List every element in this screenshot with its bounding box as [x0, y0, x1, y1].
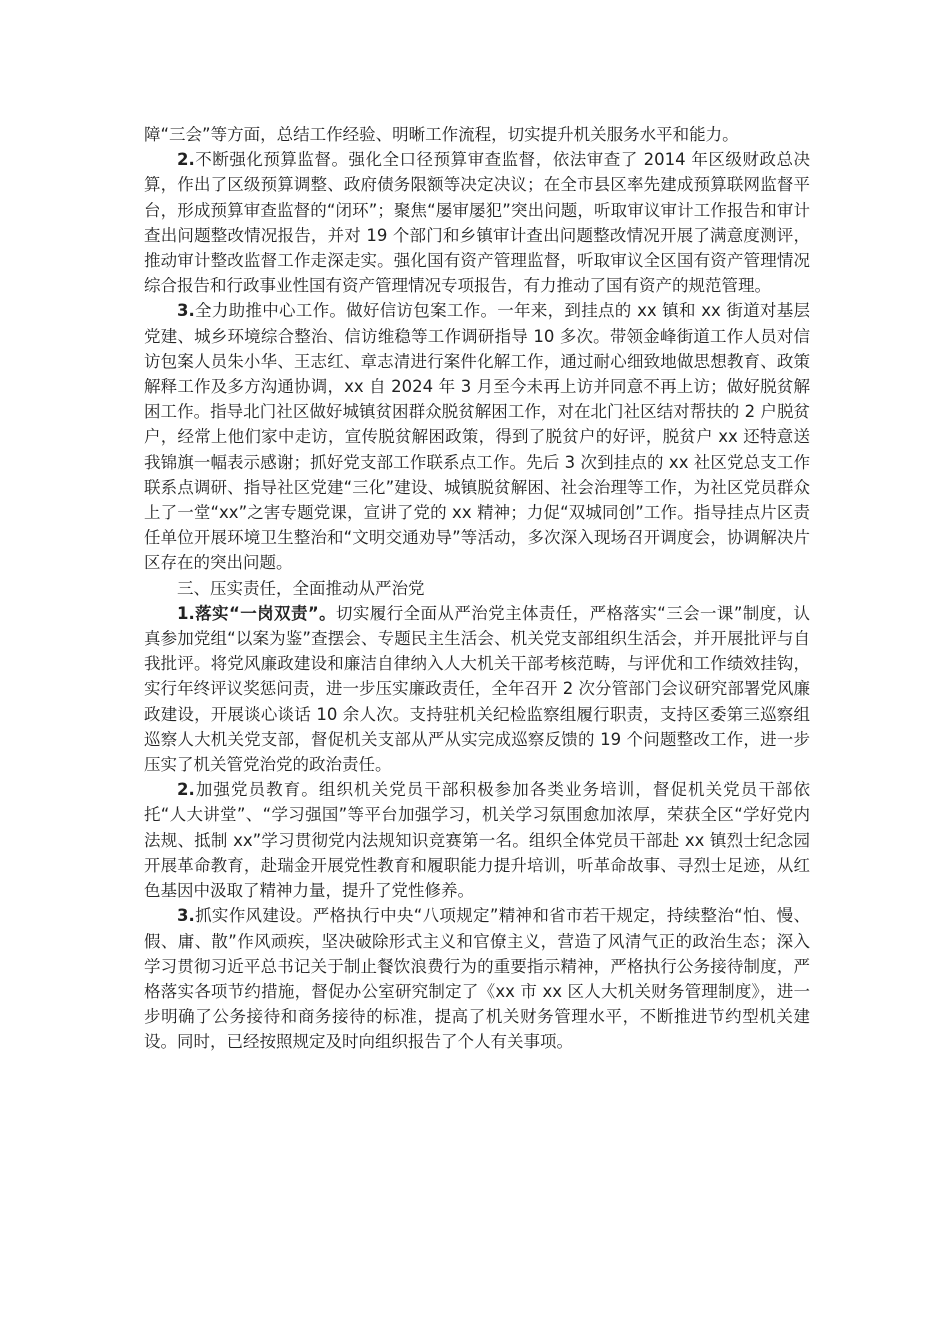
paragraph-party-education [144, 777, 810, 903]
paragraph-text: 全力助推中心工作。做好信访包案工作。一年来，到挂点的 xx 镇和 xx 街道对基层党建、城乡环境综合整治、信访维稳等工作调研指导 10 多次。带领金峰街道工作人员对信访包案人员朱小华、王志红、章志清进行案件化解工作，通过耐心细致地做思想教育、政策解释工作及多方沟通协调，xx 自 2024 年 3 月至今未再上访并同意不再上访；做好脱贫解困工作。指导北门社区做好城镇贫困群众脱贫解困工作，对在北门社区结对帮扶的 2 户脱贫户，经常上他们家中走访，宣传脱贫解困政策，得到了脱贫户的好评，脱贫户 xx 还特意送我锦旗一幅表示感谢；抓好党支部工作联系点工作。先后 3 次到挂点的 xx 社区党总支工作联系点调研、指导社区党建“三化”建设、城镇脱贫解困、社会治理等工作，为社区党员群众上了一堂“xx”之害专题党课，宣讲了党的 xx 精神；力促“双城同创”工作。指导挂点片区责任单位开展环境卫生整治和“文明交通劝导”等活动，多次深入现场召开调度会，协调解决片区存在的突出问题。 [144, 301, 810, 573]
paragraph-text: 障“三会”等方面，总结工作经验、明晰工作流程，切实提升机关服务水平和能力。 [144, 125, 739, 144]
paragraph-text: 抓实作风建设。严格执行中央“八项规定”精神和省市若干规定，持续整治“怕、慢、假、庸、散”作风顽疾，坚决破除形式主义和官僚主义，营造了风清气正的政治生态；深入学习贯彻习近平总书记关于制止餐饮浪费行为的重要指示精神，严格执行公务接待制度，严格落实各项节约措施，督促办公室研究制定了《xx 市 xx 区人大机关财务管理制度》，进一步明确了公务接待和商务接待的标准，提高了机关财务管理水平，不断推进节约型机关建设。同时，已经按照规定及时向组织报告了个人有关事项。 [144, 906, 810, 1052]
paragraph-text: 切实履行全面从严治党主体责任，严格落实“三会一课”制度，认真参加党组“以案为鉴”查摆会、专题民主生活会、机关党支部组织生活会，并开展批评与自我批评。将党风廉政建设和廉洁自律纳入人大机关干部考核范畴，与评优和工作绩效挂钩，实行年终评议奖惩问责，进一步压实廉政责任，全年召开 2 次分管部门会议研究部署党风廉政建设，开展谈心谈话 10 余人次。支持驻机关纪检监察组履行职责，支持区委第三巡察组巡察人大机关党支部，督促机关支部从严从实完成巡察反馈的 19 个问题整改工作，进一步压实了机关管党治党的政治责任。 [144, 603, 810, 775]
paragraph-number: 3. [177, 906, 195, 926]
paragraph-continuation [144, 122, 810, 147]
paragraph-number: 3. [177, 301, 195, 321]
paragraph-number: 2. [177, 780, 195, 800]
paragraph-number: 2. [177, 150, 195, 170]
section-heading [144, 576, 810, 601]
paragraph-central-work [144, 298, 810, 575]
document-page [144, 122, 810, 1055]
paragraph-budget-supervision [144, 147, 810, 298]
paragraph-one-post-two-duties [144, 601, 810, 777]
paragraph-text: 加强党员教育。组织机关党员干部积极参加各类业务培训，督促机关党员干部依托“人大讲堂”、“学习强国”等平台加强学习，机关学习氛围愈加浓厚，荣获全区“学好党内法规、抵制 xx”学习贯彻党内法规知识竞赛第一名。组织全体党员干部赴 xx 镇烈士纪念园开展革命教育，赴瑞金开展党性教育和履职能力提升培训，听革命故事、寻烈士足迹，从红色基因中汲取了精神力量，提升了党性修养。 [144, 780, 810, 901]
section-heading-text: 三、压实责任，全面推动从严治党 [177, 578, 425, 598]
paragraph-work-style [144, 903, 810, 1054]
paragraph-text: 不断强化预算监督。强化全口径预算审查监督，依法审查了 2014 年区级财政总决算，作出了区级预算调整、政府债务限额等决定决议；在全市县区率先建成预算联网监督平台，形成预算审查监督的“闭环”；聚焦“屡审屡犯”突出问题，听取审议审计工作报告和审计查出问题整改情况报告，并对 19 个部门和乡镇审计查出问题整改情况开展了满意度测评，推动审计整改监督工作走深走实。强化国有资产管理监督，听取审议全区国有资产管理情况综合报告和行政事业性国有资产管理情况专项报告，有力推动了国有资产的规范管理。 [144, 150, 810, 296]
paragraph-number: 1.落实“一岗双责”。 [177, 603, 337, 623]
